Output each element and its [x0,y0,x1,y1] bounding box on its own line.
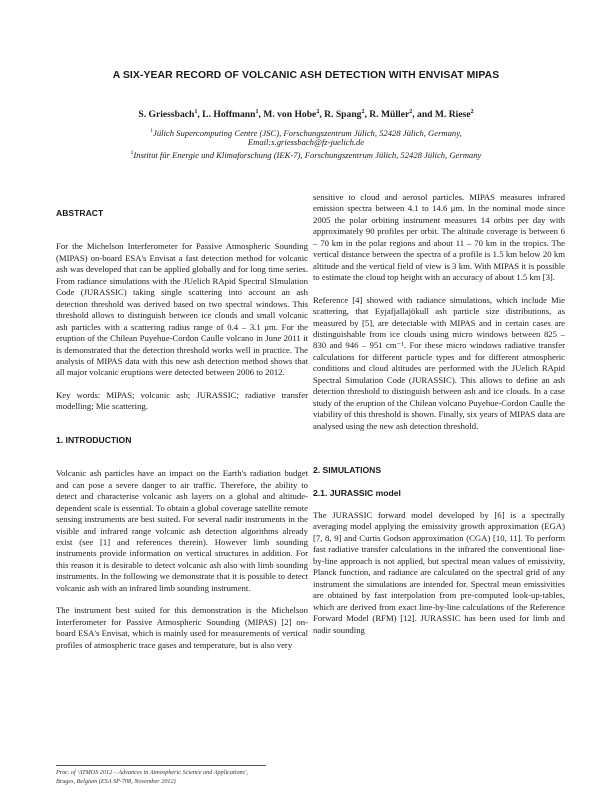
author-name: R. Spang [324,109,362,121]
author-name: S. Griessbach [138,109,195,121]
jurassic-paragraph: The JURASSIC forward model developed by [6] is a spectrally averaging model applying the emissivity growth approximation (EGA) [7, 8, 9] and Curtis Godson approximation (CGA) [10, 11]. To perform fast radiative transfer calculations in the infrared the conventional line-by-line approach is not applied, but spectral mean values of emissivity, Planck function, and radiance are calculated on the spectral grid of any instrument the simulations are intended for. Spectral mean emissivities are obtained by fast interpolation from pre-computed look-up-tables, which are derived from exact line-by-line calculations of the Reference Forward Model (RFM) [12]. JURASSIC has been used for limb and nadir sounding [313,509,565,635]
right-column [313,192,565,636]
author-affiliation-mark: 2 [409,109,413,115]
jurassic-model-heading: 2.1. JURASSIC model [313,487,401,498]
author-affiliation-mark: 2 [470,109,474,115]
author-name: M. Riese [434,109,471,121]
affiliation-2 [0,148,612,161]
introduction-heading: 1. INTRODUCTION [56,434,132,445]
affiliation-mark: 2 [130,150,134,156]
author-separator: , [364,109,370,121]
author-separator: , [258,109,264,121]
affiliation-text: Jülich Supercomputing Centre (JSC), Forschungszentrum Jülich, 52428 Jülich, Germany, [153,127,462,138]
author-separator: , and [412,109,435,121]
abstract-text: For the Michelson Interferometer for Passive Atmospheric Sounding (MIPAS) on-board ESA's Envisat a fast detection method for volcanic ash was developed that can be applied globally and for long time series. From radiance simulations with the JUelich RApid Spectral SImulation Code (JURASSIC) taking single scattering into account an ash detection threshold was derived based on two spectral windows. This threshold allows to distinguish between ice clouds and small volcanic ash particles with a scattering radius range of 0.4 – 3.1 μm. For the eruption of the Chilean Puyehue-Cordon Caulle volcano in June 2011 it is demonstrated that the detection threshold works well in practice. The analysis of MIPAS data with this new ash detection method shows that all major volcanic eruptions were detected between 2006 to 2012. [56,241,308,378]
author-separator: , [197,109,203,121]
affiliation-text: Institut für Energie und Klimaforschung (IEK-7), Forschungszentrum Jülich, 52428 Jülich, Germany [133,149,482,160]
author-affiliation-mark: 1 [255,109,259,115]
author-affiliation-mark: 1 [194,109,198,115]
abstract-heading: ABSTRACT [56,208,104,218]
footnote-rule [56,765,266,766]
introduction-paragraph-3: sensitive to cloud and aerosol particles. MIPAS measures infrared emission spectra between 4.1 to 14.6 μm. In the nominal mode since 2005 the polar orbiting instrument measures 14 orbits per day with approximately 90 profiles per orbit. The altitude coverage is between 6 – 70 km in the polar regions and about 11 – 70 km in the tropics. The vertical distance between the spectra of a profile is 1.5 km below 20 km altitude and the vertical field of view is 3 km. With MIPAS it is possible to estimate the cloud top height with an accuracy of about 1.5 km [3]. [313,192,565,283]
paper-title: A SIX-YEAR RECORD OF VOLCANIC ASH DETECTION WITH ENVISAT MIPAS [112,70,500,81]
introduction-paragraph-4: Reference [4] showed with radiance simulations, which include Mie scattering, that Eyjafjallajökull ash particle size distributions, as measured by [5], are detectable with MIPAS and in certain cases are distinguishable from ice clouds using micro windows between 825 – 830 and 946 – 951 cm⁻¹. For these micro windows radiative transfer calculations for different particle types and for different atmospheric conditions and cloud altitudes are performed with the JUelich RApid Spectral Simulation Code (JURASSIC). This allows to define an ash detection threshold to distinguish between ash and ice clouds. In a case study of the eruption of the Chilean volcano Puyehue-Cordon Caulle the viability of this threshold is shown. Finally, six years of MIPAS data are analysed using the new ash detection threshold. [313,294,565,431]
author-affiliation-mark: 2 [316,109,320,115]
author-name: M. von Hobe [263,109,317,121]
introduction-paragraph-1: Volcanic ash particles have an impact on the Earth's radiation budget and can pose a severe danger to air traffic. Therefore, the ability to detect and characterise volcanic ash layers on a global and altitude-dependent scale is essential. To obtain a global coverage satellite remote sensing instruments are best suited. For several nadir instruments in the visible and infrared range volcanic ash detection algorithms already exist (see [1] and references therein). However limb sounding instruments provide information on vertical structures in addition. For this reason it is desirable to detect volcanic ash also with limb sounding instruments. In the following we demonstrate that it is possible to detect volcanic ash with an infrared limb sounding instrument. [56,468,308,593]
affiliation-email [0,137,612,148]
footnote-line-1: Proc. of 'ATMOS 2012 – Advances in Atmospheric Science and Applications', [56,769,248,776]
author-name: R. Müller [369,109,410,121]
affiliation-email-text: Email:s.griessbach@fz-juelich.de [247,137,365,147]
author-affiliation-mark: 2 [361,109,365,115]
affiliation-mark: 1 [150,128,154,134]
left-column [56,208,308,651]
introduction-paragraph-2: The instrument best suited for this demonstration is the Michelson Interferometer for Passive Atmospheric Sounding (MIPAS) [2] on-board ESA's Envisat, which is mainly used for measurements of vertical profiles of atmospheric trace gases and temperature, but is also very [56,605,308,650]
author-separator: , [319,109,325,121]
keywords: Key words: MIPAS; volcanic ash; JURASSIC; radiative transfer modelling; Mie scattering. [56,389,308,412]
author-name: L. Hoffmann [202,109,256,121]
simulations-heading: 2. SIMULATIONS [313,465,382,476]
author-list [0,109,612,120]
proceedings-footnote [56,769,356,786]
footnote-line-2: Bruges, Belgium (ESA SP-708, November 2012) [56,777,176,785]
